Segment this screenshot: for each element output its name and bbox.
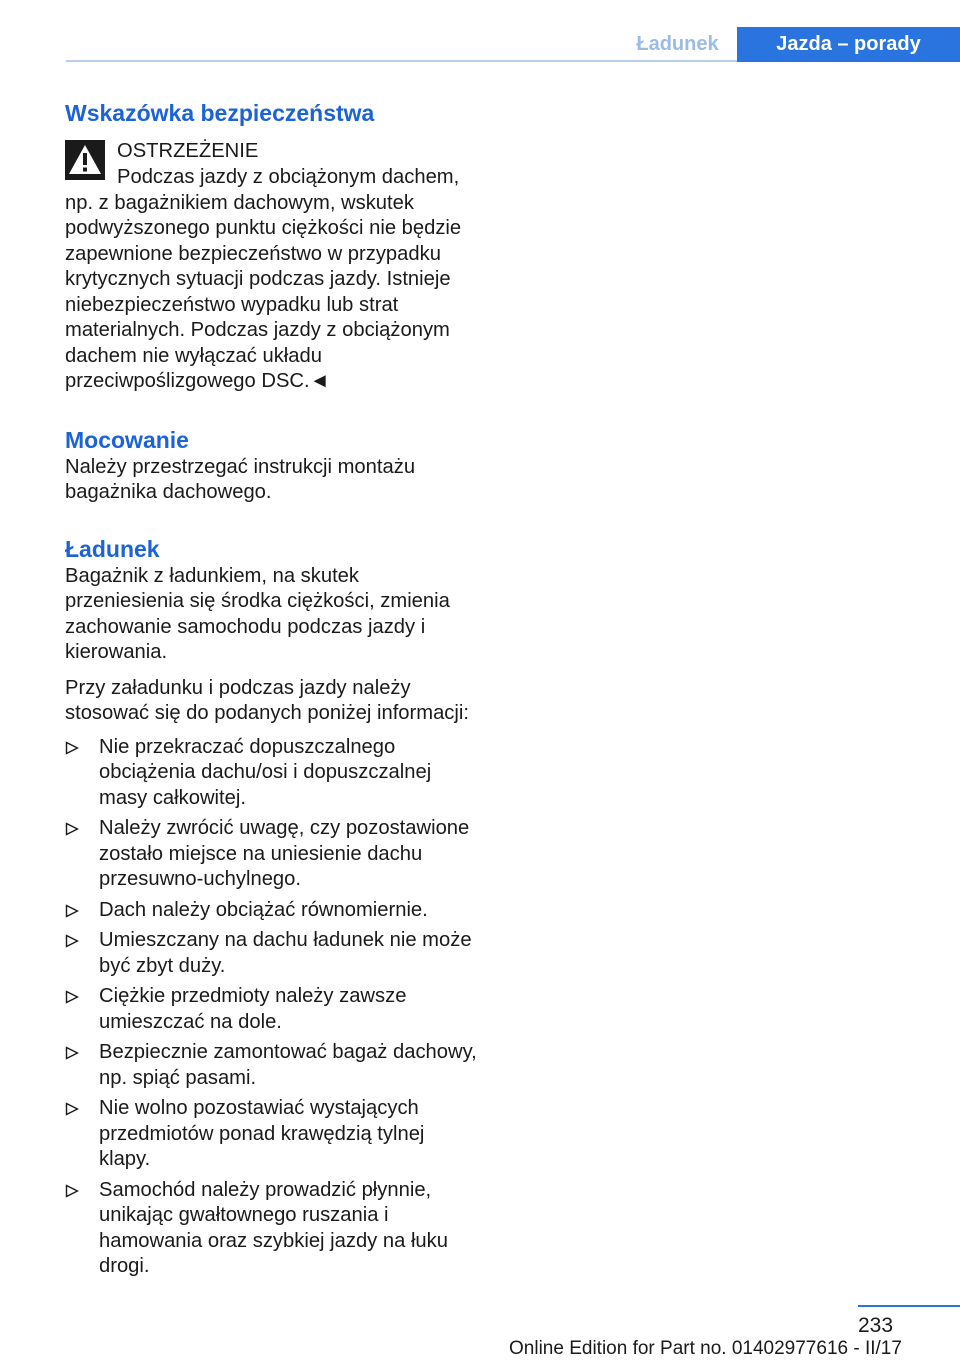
list-item [65, 1096, 480, 1173]
list-item-text: Nie wolno pozostawiać wystających przedmiotów ponad krawędzią tylnej klapy. [99, 1097, 425, 1170]
mounting-text: Należy przestrzegać instrukcji montażu bagażnika dachowego. [65, 455, 416, 503]
load-paragraph-2: Przy załadunku i podczas jazdy należy stosować się do podanych poniżej informacji: [65, 676, 469, 724]
list-item [65, 735, 480, 812]
list-item [65, 1178, 480, 1280]
list-item [65, 984, 480, 1035]
mounting-heading: Mocowanie [65, 426, 189, 453]
warning-label: OSTRZEŻENIE [117, 140, 259, 162]
triangle-right-outline-icon [65, 1184, 79, 1198]
footer-rule [858, 1305, 960, 1307]
page-number: 233 [858, 1314, 894, 1337]
list-item-text: Nie przekraczać dopuszczalnego obciążenia dachu/osi i dopuszczalnej masy całkowitej. [99, 735, 432, 809]
page-content [65, 98, 480, 1285]
triangle-right-outline-icon [65, 822, 79, 836]
list-item [65, 816, 480, 893]
load-heading: Ładunek [65, 535, 160, 562]
list-item [65, 1040, 480, 1091]
warning-triangle-icon [65, 140, 105, 180]
warning-block [65, 138, 480, 395]
list-item [65, 898, 480, 924]
load-list [65, 735, 480, 1280]
triangle-right-outline-icon [65, 1046, 79, 1060]
triangle-right-outline-icon [65, 1102, 79, 1116]
list-item-text: Samochód należy prowadzić płynnie, unikając gwałtownego ruszania i hamowania oraz szybkiej jazdy na łuku drogi. [99, 1178, 448, 1277]
triangle-right-outline-icon [65, 741, 79, 755]
section-tab[interactable]: Jazda – porady [737, 27, 960, 62]
edition-footer: Online Edition for Part no. 01402977616 - II/17 [509, 1338, 902, 1359]
warning-text: Podczas jazdy z obciążonym dachem, np. z bagażnikiem dachowym, wskutek podwyższonego punktu ciężkości nie będzie zapewnione bezpieczeństwo w przypadku krytycznych sytuacji podczas jazdy. Istnieje niebezpieczeństwo wypadku lub strat materialnych. Podczas jazdy z obciążonym dachem nie wyłączać układu przeciwpoślizgowego DSC.◄ [65, 166, 462, 392]
triangle-right-outline-icon [65, 904, 79, 918]
triangle-right-outline-icon [65, 990, 79, 1004]
load-paragraph-1: Bagażnik z ładunkiem, na skutek przeniesienia się środka ciężkości, zmienia zachowanie samochodu podczas jazdy i kierowania. [65, 564, 450, 663]
chapter-tab[interactable]: Ładunek [636, 33, 719, 55]
list-item-text: Dach należy obciążać równomiernie. [99, 898, 428, 921]
list-item-text: Umieszczany na dachu ładunek nie może być zbyt duży. [99, 929, 472, 977]
safety-heading: Wskazówka bezpieczeństwa [65, 100, 375, 126]
list-item-text: Bezpiecznie zamontować bagaż dachowy, np. spiąć pasami. [99, 1041, 477, 1089]
list-item-text: Należy zwrócić uwagę, czy pozostawione zostało miejsce na uniesienie dachu przesuwno-uchylnego. [99, 817, 470, 890]
list-item [65, 928, 480, 979]
triangle-right-outline-icon [65, 934, 79, 948]
list-item-text: Ciężkie przedmioty należy zawsze umieszczać na dole. [99, 985, 407, 1033]
